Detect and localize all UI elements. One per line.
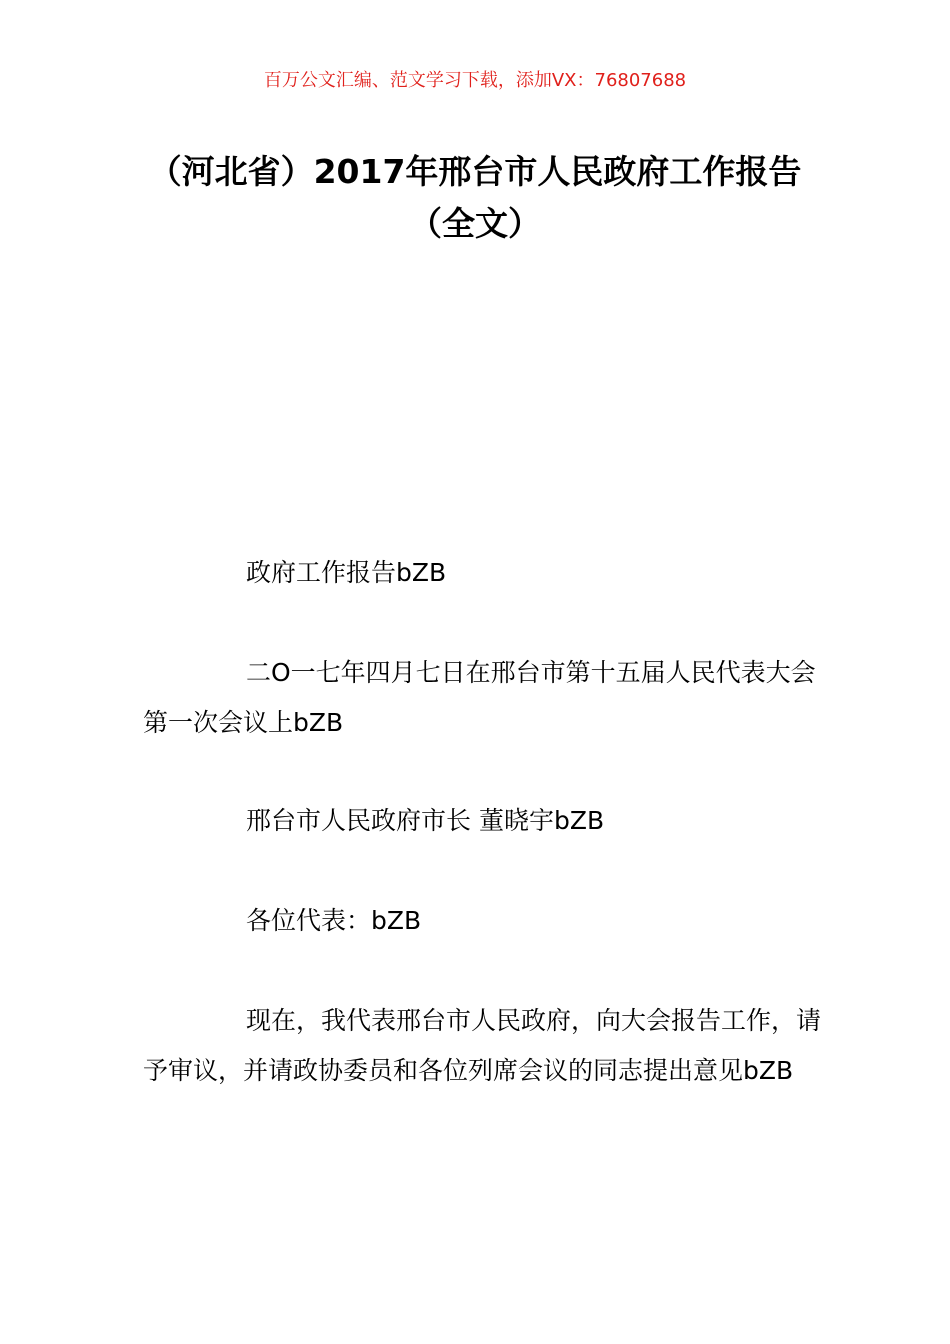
paragraph: 邢台市人民政府市长 董晓宇bZB	[246, 806, 605, 835]
paragraph: 二O一七年四月七日在邢台市第十五届人民代表大会第一次会议上bZB	[143, 658, 816, 737]
paragraph: 政府工作报告bZB	[246, 558, 447, 587]
paragraph: 各位代表：bZB	[246, 906, 422, 935]
document-title: （河北省）2017年邢台市人民政府工作报告（全文）	[148, 152, 802, 243]
paragraph: 现在，我代表邢台市人民政府，向大会报告工作，请予审议，并请政协委员和各位列席会议的同志提出意见bZB	[143, 1006, 822, 1085]
watermark-banner: 百万公文汇编、范文学习下载，添加VX：76807688	[263, 70, 687, 91]
